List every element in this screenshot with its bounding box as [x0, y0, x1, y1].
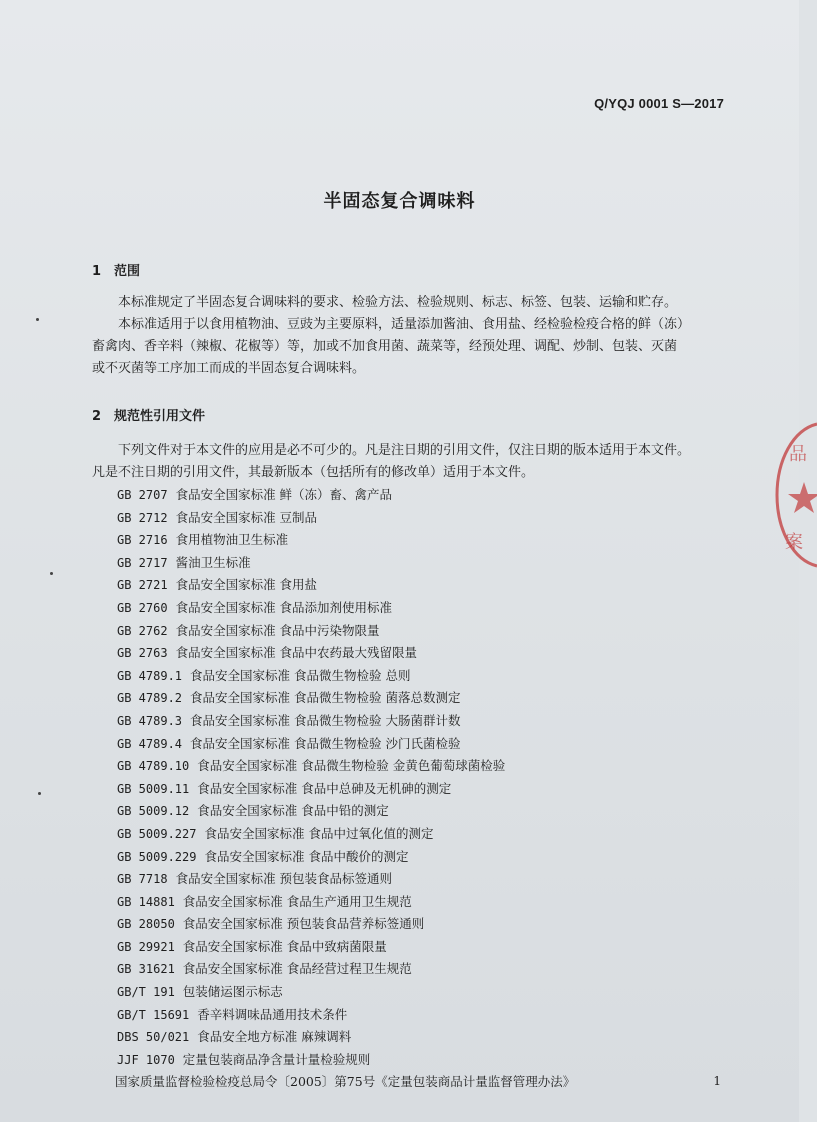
reference-title: 食用植物油卫生标准 [175, 532, 289, 548]
reference-item [117, 778, 575, 801]
reference-title: 酱油卫生标准 [175, 554, 251, 570]
reference-title: 食品安全国家标准 食品添加剂使用标准 [175, 599, 393, 615]
reference-title: 食品安全国家标准 食品中铅的测定 [197, 803, 389, 819]
reference-item [117, 574, 575, 597]
reference-item [117, 868, 575, 891]
reference-code: GB 5009.227 [117, 826, 197, 841]
official-seal-stamp [771, 420, 817, 570]
reference-code: GB 2707 [117, 488, 168, 502]
reference-item [117, 1004, 575, 1027]
reference-item [117, 665, 575, 688]
reference-code: GB 7718 [117, 872, 168, 887]
page-number: 1 [713, 1074, 721, 1088]
reference-item [117, 823, 575, 846]
section-1-body [92, 292, 742, 380]
reference-item [117, 981, 575, 1004]
standard-code: Q/YQJ 0001 S—2017 [594, 96, 724, 111]
reference-item [117, 891, 575, 914]
reference-title: 食品安全国家标准 食品中农药最大残留限量 [175, 645, 418, 661]
reference-title: 食品安全国家标准 食品中致病菌限量 [182, 938, 387, 954]
reference-code: GB 5009.229 [117, 849, 197, 864]
reference-title: 食品安全国家标准 食品微生物检验 总则 [190, 667, 411, 683]
reference-code: GB 4789.1 [117, 668, 183, 683]
document-title: 半固态复合调味料 [323, 191, 476, 212]
reference-code: GB 5009.12 [117, 804, 190, 819]
svg-text:品: 品 [789, 444, 807, 465]
reference-title: 食品安全国家标准 食品微生物检验 菌落总数测定 [190, 690, 461, 706]
scan-speck [36, 318, 39, 321]
reference-title: 食品安全国家标准 鲜（冻）畜、禽产品 [175, 487, 393, 502]
reference-item [117, 687, 575, 710]
reference-title: 食品安全国家标准 食品生产通用卫生规范 [182, 893, 412, 909]
section-2-heading [92, 405, 205, 424]
reference-title: 食品安全国家标准 食品微生物检验 沙门氏菌检验 [190, 735, 461, 751]
section-number: 2 [92, 409, 102, 424]
reference-code: GB/T 191 [117, 985, 175, 1000]
svg-text:案: 案 [785, 532, 803, 553]
paragraph-continuation: 凡是不注日期的引用文件，其最新版本（包括所有的修改单）适用于本文件。 [92, 465, 535, 480]
reference-title: 食品安全国家标准 豆制品 [175, 509, 318, 525]
paragraph: 本标准适用于以食用植物油、豆豉为主要原料，适量添加酱油、食用盐、经检验检疫合格的鲜（冻） [118, 317, 691, 332]
reference-title: 食品安全国家标准 食品中酸价的测定 [204, 848, 409, 864]
reference-item [117, 913, 575, 936]
reference-item [117, 529, 575, 552]
reference-title: 食品安全国家标准 食品中总砷及无机砷的测定 [197, 780, 452, 796]
paragraph-continuation: 畜禽肉、香辛料（辣椒、花椒等）等，加或不加食用菌、蔬菜等，经预处理、调配、炒制、包装、灭菌 [92, 339, 678, 354]
reference-code: JJF 1070 [117, 1052, 175, 1067]
paragraph-continuation: 或不灭菌等工序加工而成的半固态复合调味料。 [92, 361, 366, 376]
reference-title: 食品安全国家标准 食品微生物检验 大肠菌群计数 [190, 712, 461, 728]
reference-code: GB 2760 [117, 600, 168, 615]
reference-code: GB 4789.4 [117, 736, 183, 751]
reference-code: GB/T 15691 [117, 1007, 190, 1022]
reference-item [117, 552, 575, 575]
section-1-heading [92, 260, 140, 279]
reference-item [117, 800, 575, 823]
reference-item [117, 1026, 575, 1049]
reference-item [117, 1049, 575, 1072]
reference-item [115, 1071, 575, 1093]
reference-code: GB 4789.3 [117, 713, 183, 728]
section-2-intro [92, 440, 742, 484]
reference-item [117, 597, 575, 620]
reference-code: GB 2712 [117, 510, 168, 525]
reference-title: 国家质量监督检验检疫总局令〔2005〕第75号《定量包装商品计量监督管理办法》 [115, 1074, 576, 1090]
reference-item [117, 642, 575, 665]
scan-speck [50, 572, 53, 575]
reference-code: DBS 50/021 [117, 1030, 190, 1045]
reference-code: GB 2721 [117, 578, 168, 593]
reference-item [117, 936, 575, 959]
reference-title: 食品安全国家标准 预包装食品营养标签通则 [182, 916, 425, 932]
reference-title: 香辛料调味品通用技术条件 [197, 1006, 348, 1022]
reference-title: 包装储运图示标志 [182, 984, 283, 1000]
reference-code: GB 2717 [117, 555, 168, 570]
reference-item [117, 620, 575, 643]
reference-code: GB 31621 [117, 962, 175, 977]
reference-item [117, 755, 575, 778]
section-title: 规范性引用文件 [114, 409, 206, 424]
section-number: 1 [92, 264, 102, 279]
reference-title: 定量包装商品净含量计量检验规则 [182, 1051, 371, 1067]
reference-code: GB 29921 [117, 939, 175, 954]
reference-code: GB 5009.11 [117, 781, 190, 796]
reference-item [117, 484, 575, 507]
paragraph: 下列文件对于本文件的应用是必不可少的。凡是注日期的引用文件，仅注日期的版本适用于本文件。 [118, 443, 691, 458]
reference-title: 食品安全国家标准 食品中污染物限量 [175, 622, 380, 638]
reference-title: 食品安全国家标准 食用盐 [175, 577, 318, 593]
reference-item [117, 846, 575, 869]
reference-title: 食品安全国家标准 预包装食品标签通则 [175, 871, 393, 887]
paragraph: 本标准规定了半固态复合调味料的要求、检验方法、检验规则、标志、标签、包装、运输和贮存。 [118, 295, 678, 310]
reference-code: GB 2763 [117, 646, 168, 661]
reference-title: 食品安全国家标准 食品微生物检验 金黄色葡萄球菌检验 [197, 758, 506, 774]
scan-speck [38, 792, 41, 795]
reference-title: 食品安全地方标准 麻辣调料 [197, 1029, 352, 1045]
reference-code: GB 4789.10 [117, 759, 190, 774]
reference-code: GB 14881 [117, 894, 175, 909]
reference-code: GB 2716 [117, 533, 168, 548]
reference-code: GB 28050 [117, 917, 175, 932]
reference-item [117, 710, 575, 733]
reference-title: 食品安全国家标准 食品经营过程卫生规范 [182, 961, 412, 977]
reference-item [117, 958, 575, 981]
reference-item [117, 507, 575, 530]
section-title: 范围 [114, 264, 141, 279]
reference-code: GB 2762 [117, 623, 168, 638]
reference-list [117, 484, 575, 1093]
reference-title: 食品安全国家标准 食品中过氧化值的测定 [204, 825, 434, 841]
reference-code: GB 4789.2 [117, 691, 183, 706]
reference-item [117, 733, 575, 756]
